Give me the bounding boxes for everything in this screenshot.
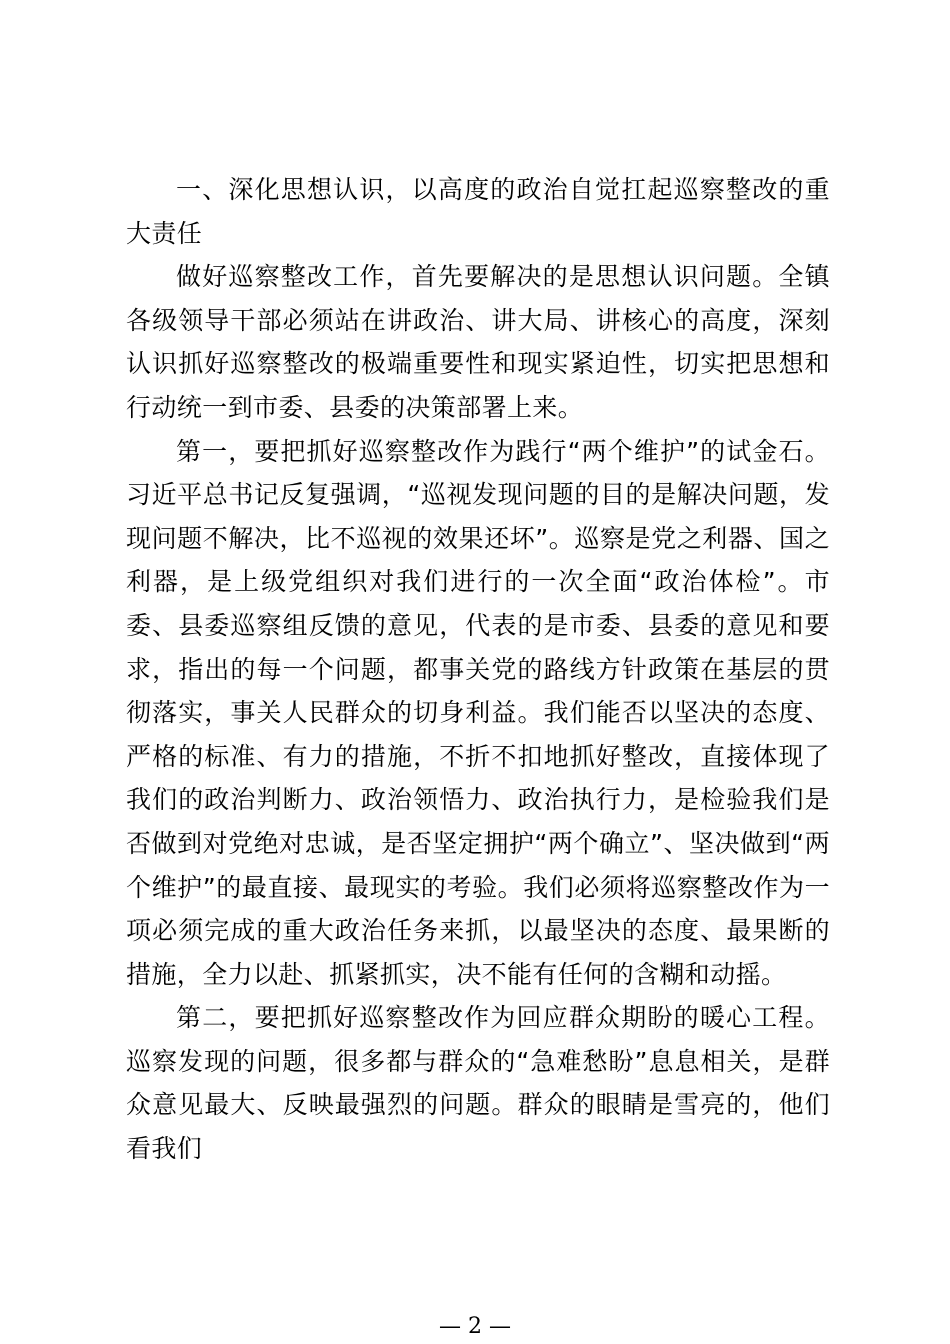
paragraph-first-point: 第一，要把抓好巡察整改作为践行“两个维护”的试金石。习近平总书记反复强调，“巡视发现问题的目的是解决问题，发现问题不解决，比不巡视的效果还坏”。巡察是党之利器、国之利器，是上级党组织对我们进行的一次全面“政治体检”。市委、县委巡察组反馈的意见，代表的是市委、县委的意见和要求，指出的每一个问题，都事关党的路线方针政策在基层的贯彻落实，事关人民群众的切身利益。我们能否以坚决的态度、严格的标准、有力的措施，不折不扣地抓好整改，直接体现了我们的政治判断力、政治领悟力、政治执行力，是检验我们是否做到对党绝对忠诚，是否坚定拥护“两个确立”、坚决做到“两个维护”的最直接、最现实的考验。我们必须将巡察整改作为一项必须完成的重大政治任务来抓，以最坚决的态度、最果断的措施，全力以赴、抓紧抓实，决不能有任何的含糊和动摇。	[126, 436, 830, 989]
paragraph-intro: 做好巡察整改工作，首先要解决的是思想认识问题。全镇各级领导干部必须站在讲政治、讲大局、讲核心的高度，深刻认识抓好巡察整改的极端重要性和现实紧迫性，切实把思想和行动统一到市委、县委的决策部署上来。	[126, 262, 830, 422]
section-heading: 一、深化思想认识，以高度的政治自觉扛起巡察整改的重大责任	[126, 175, 830, 248]
document-body	[126, 168, 830, 1171]
page-number: — 2 —	[439, 1314, 511, 1339]
paragraph-second-point: 第二，要把抓好巡察整改作为回应群众期盼的暖心工程。巡察发现的问题，很多都与群众的“急难愁盼”息息相关，是群众意见最大、反映最强烈的问题。群众的眼睛是雪亮的，他们看我们	[126, 1003, 830, 1164]
